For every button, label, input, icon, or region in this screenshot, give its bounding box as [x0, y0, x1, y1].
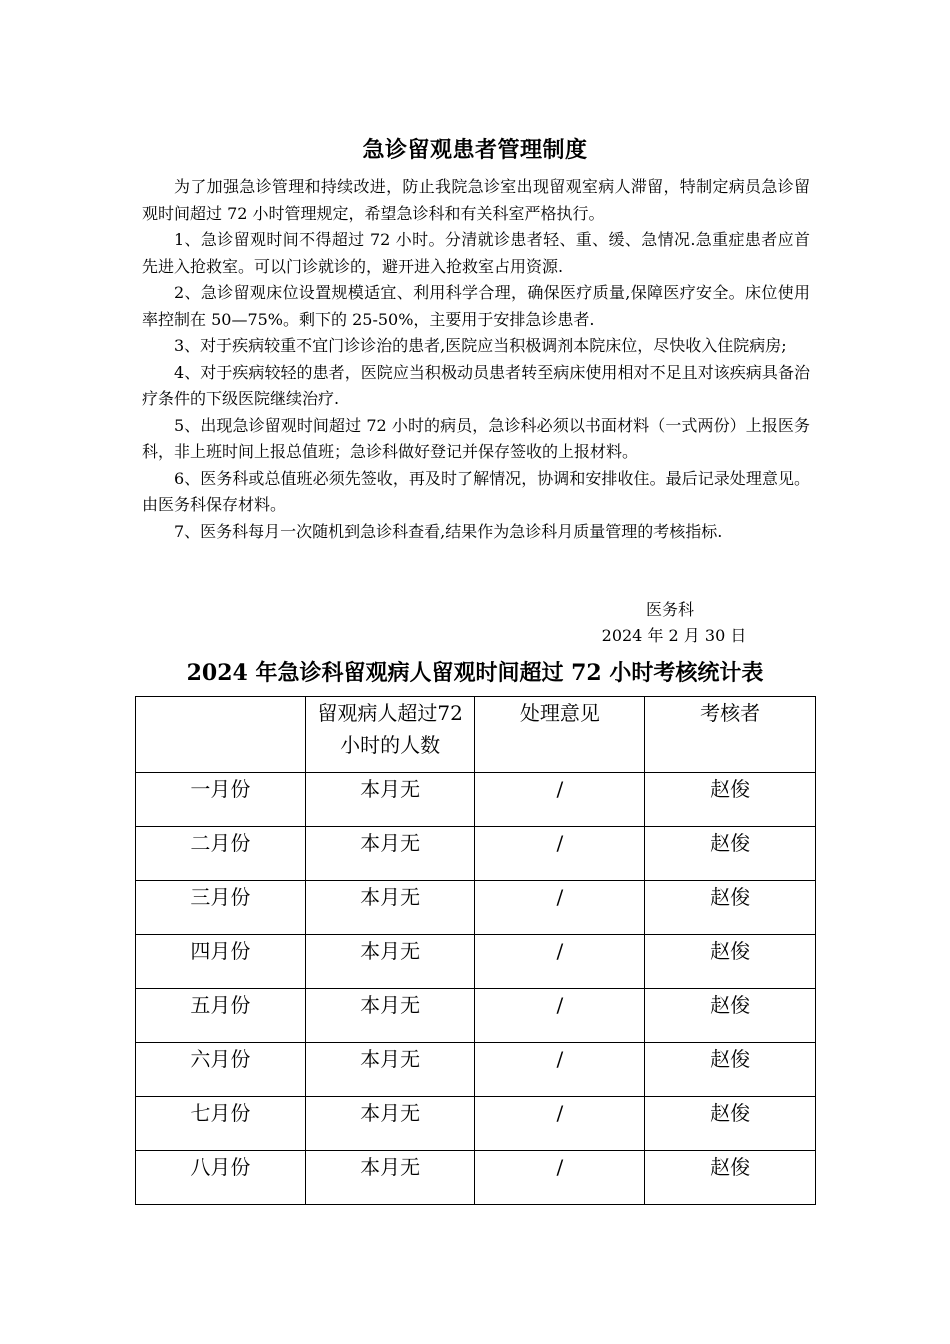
table-header-row — [136, 697, 816, 773]
month-cell: 五月份 — [136, 989, 306, 1043]
count-cell: 本月无 — [305, 989, 475, 1043]
intro-paragraph: 为了加强急诊管理和持续改进，防止我院急诊室出现留观室病人滞留，特制定病员急诊留观时间超过 72 小时管理规定，希望急诊科和有关科室严格执行。 — [142, 177, 810, 223]
table-title: 2024 年急诊科留观病人留观时间超过 72 小时考核统计表 — [186, 660, 764, 686]
month-cell: 八月份 — [136, 1151, 306, 1205]
table-row — [136, 827, 816, 881]
count-cell: 本月无 — [305, 935, 475, 989]
table-row — [136, 1097, 816, 1151]
opinion-cell: / — [475, 1097, 645, 1151]
rule-paragraph-7: 7、医务科每月一次随机到急诊科查看,结果作为急诊科月质量管理的考核指标. — [174, 521, 723, 541]
assessor-cell: 赵俊 — [645, 1097, 816, 1151]
header-cell-month — [136, 697, 306, 773]
count-cell: 本月无 — [305, 881, 475, 935]
statistics-table — [135, 696, 816, 1205]
header-cell-opinion: 处理意见 — [475, 697, 645, 773]
assessor-cell: 赵俊 — [645, 827, 816, 881]
opinion-cell: / — [475, 935, 645, 989]
table-row — [136, 881, 816, 935]
count-cell: 本月无 — [305, 827, 475, 881]
header-cell-assessor: 考核者 — [645, 697, 816, 773]
document-body — [142, 174, 810, 545]
opinion-cell: / — [475, 881, 645, 935]
rule-paragraph-3: 3、对于疾病较重不宜门诊诊治的患者,医院应当积极调剂本院床位，尽快收入住院病房; — [174, 336, 787, 355]
assessor-cell: 赵俊 — [645, 935, 816, 989]
count-cell: 本月无 — [305, 1151, 475, 1205]
opinion-cell: / — [475, 773, 645, 827]
rule-paragraph-2: 2、急诊留观床位设置规模适宜、利用科学合理，确保医疗质量,保障医疗安全。床位使用率控制在 50—75%。剩下的 25-50%，主要用于安排急诊患者. — [142, 283, 810, 329]
count-cell: 本月无 — [305, 1043, 475, 1097]
table-row — [136, 989, 816, 1043]
signature-date: 2024 年 2 月 30 日 — [601, 626, 747, 645]
month-cell: 三月份 — [136, 881, 306, 935]
rule-paragraph-6: 6、医务科或总值班必须先签收，再及时了解情况，协调和安排收住。最后记录处理意见。由医务科保存材料。 — [142, 468, 810, 514]
count-cell: 本月无 — [305, 773, 475, 827]
rule-paragraph-5: 5、出现急诊留观时间超过 72 小时的病员，急诊科必须以书面材料（一式两份）上报医务科，非上班时间上报总值班；急诊科做好登记并保存签收的上报材料。 — [142, 415, 810, 461]
month-cell: 二月份 — [136, 827, 306, 881]
assessor-cell: 赵俊 — [645, 989, 816, 1043]
assessor-cell: 赵俊 — [645, 773, 816, 827]
month-cell: 四月份 — [136, 935, 306, 989]
count-cell: 本月无 — [305, 1097, 475, 1151]
month-cell: 一月份 — [136, 773, 306, 827]
signature-department: 医务科 — [645, 600, 694, 619]
opinion-cell: / — [475, 989, 645, 1043]
document-title: 急诊留观患者管理制度 — [362, 137, 588, 163]
opinion-cell: / — [475, 1043, 645, 1097]
opinion-cell: / — [475, 1151, 645, 1205]
assessor-cell: 赵俊 — [645, 1151, 816, 1205]
assessor-cell: 赵俊 — [645, 881, 816, 935]
month-cell: 七月份 — [136, 1097, 306, 1151]
opinion-cell: / — [475, 827, 645, 881]
table-row — [136, 1151, 816, 1205]
month-cell: 六月份 — [136, 1043, 306, 1097]
table-row — [136, 935, 816, 989]
header-cell-count: 留观病人超过72 小时的人数 — [305, 697, 475, 773]
table-row — [136, 773, 816, 827]
rule-paragraph-1: 1、急诊留观时间不得超过 72 小时。分清就诊患者轻、重、缓、急情况.急重症患者应首先进入抢救室。可以门诊就诊的，避开进入抢救室占用资源. — [142, 230, 810, 276]
assessor-cell: 赵俊 — [645, 1043, 816, 1097]
rule-paragraph-4: 4、对于疾病较轻的患者，医院应当积极动员患者转至病床使用相对不足且对该疾病具备治疗条件的下级医院继续治疗. — [142, 362, 810, 408]
table-row — [136, 1043, 816, 1097]
